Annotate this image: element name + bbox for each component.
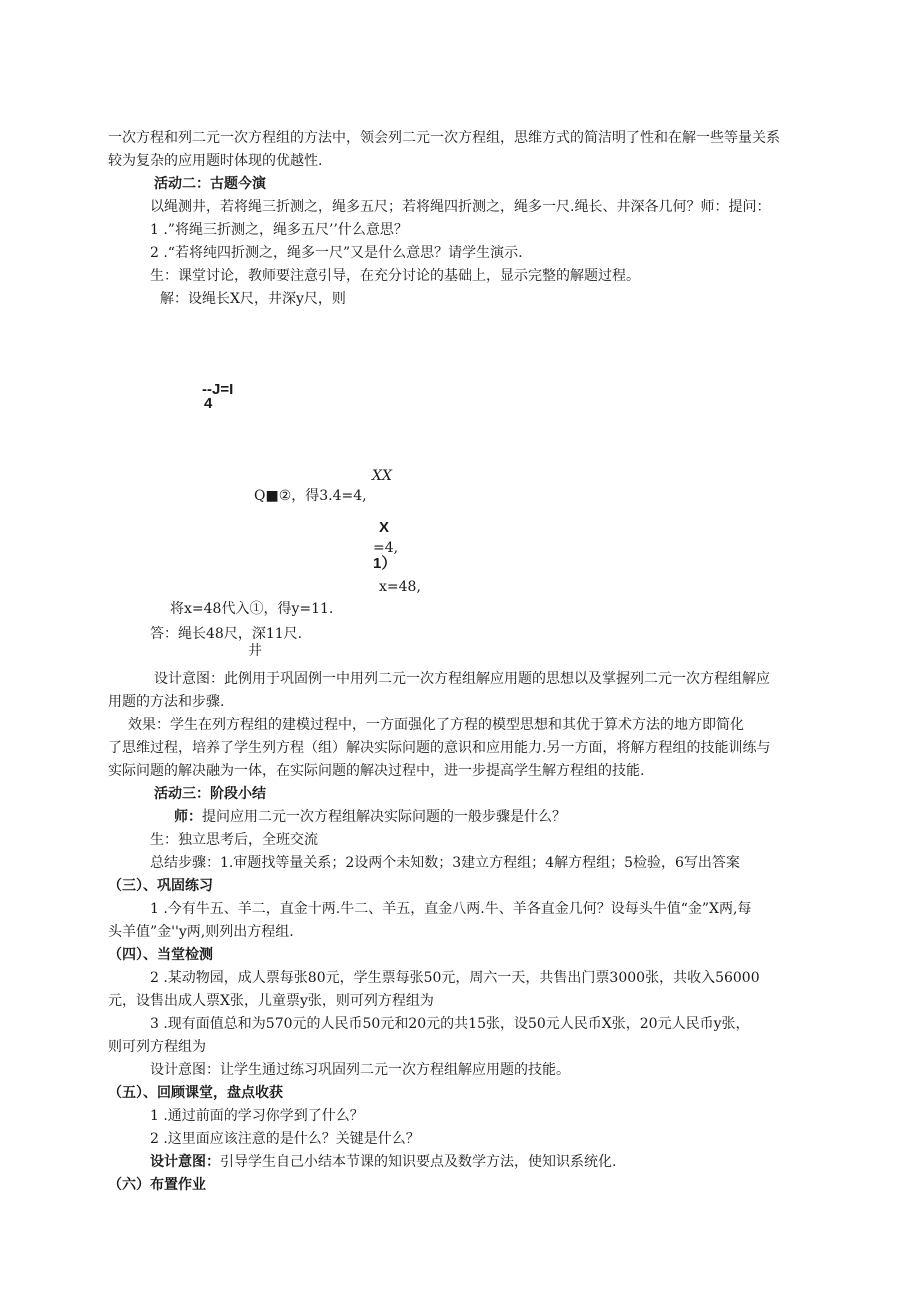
student-response: 生：独立思考后，全班交流 [150,832,318,848]
paragraph-line: 元，设售出成人票X张，儿童票y张，则可列方程组为 [108,993,434,1009]
answer-line: 答：绳长48尺，深11尺. [150,626,303,642]
equation-fragment: 井 [248,643,262,659]
section-heading-review: （五）、回顾课堂，盘点收获 [108,1085,283,1101]
review-item: 1 .通过前面的学习你学到了什么？ [150,1108,364,1124]
solution-intro: 解：设绳长X尺，井深y尺，则 [160,291,346,307]
paragraph-line: 一次方程和列二元一次方程组的方法中，领会列二元一次方程组，思维方式的简洁明了性和在解一些等量关系 [108,130,780,146]
equation-step: 将x=48代入①，得y=11. [170,601,334,617]
paragraph-line: 用题的方法和步骤. [108,694,225,710]
equation-fragment: 4 [204,395,213,412]
equation-fragment: --J=I [202,381,234,398]
teacher-label: 师： [174,809,202,825]
equation-fragment: 1） [373,555,397,572]
paragraph-line: 则可列方程组为 [108,1039,206,1055]
review-item: 2 .这里面应该注意的是什么？关键是什么？ [150,1131,420,1147]
equation-step: x=48, [379,579,421,595]
equation-step: =4, [373,540,399,556]
teacher-question [174,807,566,827]
paragraph-line: 了思维过程，培养了学生列方程（组）解决实际问题的意识和应用能力.另一方面，将解方程组的技能训练与 [108,740,771,756]
exercise-item: 2 .某动物园，成人票每张80元，学生票每张50元，周六一天，共售出门票3000张，共收入56000 [150,970,760,986]
equation-step: Q■②，得3.4=4, [254,488,367,504]
design-intent-text: 引导学生自己小结本节课的知识要点及数学方法，使知识系统化. [220,1154,617,1170]
effect-paragraph: 效果：学生在列方程组的建模过程中，一方面强化了方程的模型思想和其优于算术方法的地方即简化 [128,717,744,733]
question-item: 1 .”将绳三折测之，绳多五尺’’什么意思？ [150,222,408,238]
design-intent [150,1152,616,1172]
section-heading-activity-2: 活动二：古题今演 [154,176,266,192]
design-intent: 设计意图：此例用于巩固例一中用列二元一次方程组解应用题的思想以及掌握列二元一次方程组解应 [154,671,770,687]
paragraph-line: 实际问题的解决融为一体，在实际问题的解决过程中，进一步提高学生解方程组的技能. [108,763,645,779]
equation-fragment: XX [372,468,392,484]
section-heading-check: （四）、当堂检测 [108,947,213,963]
paragraph-line: 较为复杂的应用题时体现的优越性. [108,153,323,169]
problem-text: 以绳测井，若将绳三折测之，绳多五尺；若将绳四折测之，绳多一尺.绳长、井深各几何？师：提问： [150,199,771,215]
exercise-item: 3 .现有面值总和为570元的人民币50元和20元的共15张，设50元人民币X张，20元人民币y张， [150,1016,750,1032]
design-intent: 设计意图：让学生通过练习巩固列二元一次方程组解应用题的技能。 [150,1062,570,1078]
paragraph-line: 头羊值”金''y两,则列出方程组. [108,924,294,940]
teacher-question-text: 提问应用二元一次方程组解决实际问题的一般步骤是什么？ [202,809,566,825]
question-item: 2 .“若将纯四折测之，绳多一尺”又是什么意思？请学生演示. [150,245,523,261]
summary-steps: 总结步骤：1.审题找等量关系；2设两个未知数；3建立方程组；4解方程组；5检验，6写出答案 [150,855,740,871]
paragraph-line: 生：课堂讨论，教师要注意引导，在充分讨论的基础上，显示完整的解题过程。 [150,268,640,284]
exercise-item: 1 .今有牛五、羊二，直金十两.牛二、羊五，直金八两.牛、羊各直金几何？设每头牛值“金”X两,每 [150,901,752,917]
design-intent-label: 设计意图： [150,1154,220,1170]
equation-fragment: X [379,519,390,536]
section-heading-activity-3: 活动三：阶段小结 [154,786,266,802]
section-heading-homework: （六）布置作业 [108,1177,206,1193]
section-heading-practice: （三）、巩固练习 [108,878,213,894]
